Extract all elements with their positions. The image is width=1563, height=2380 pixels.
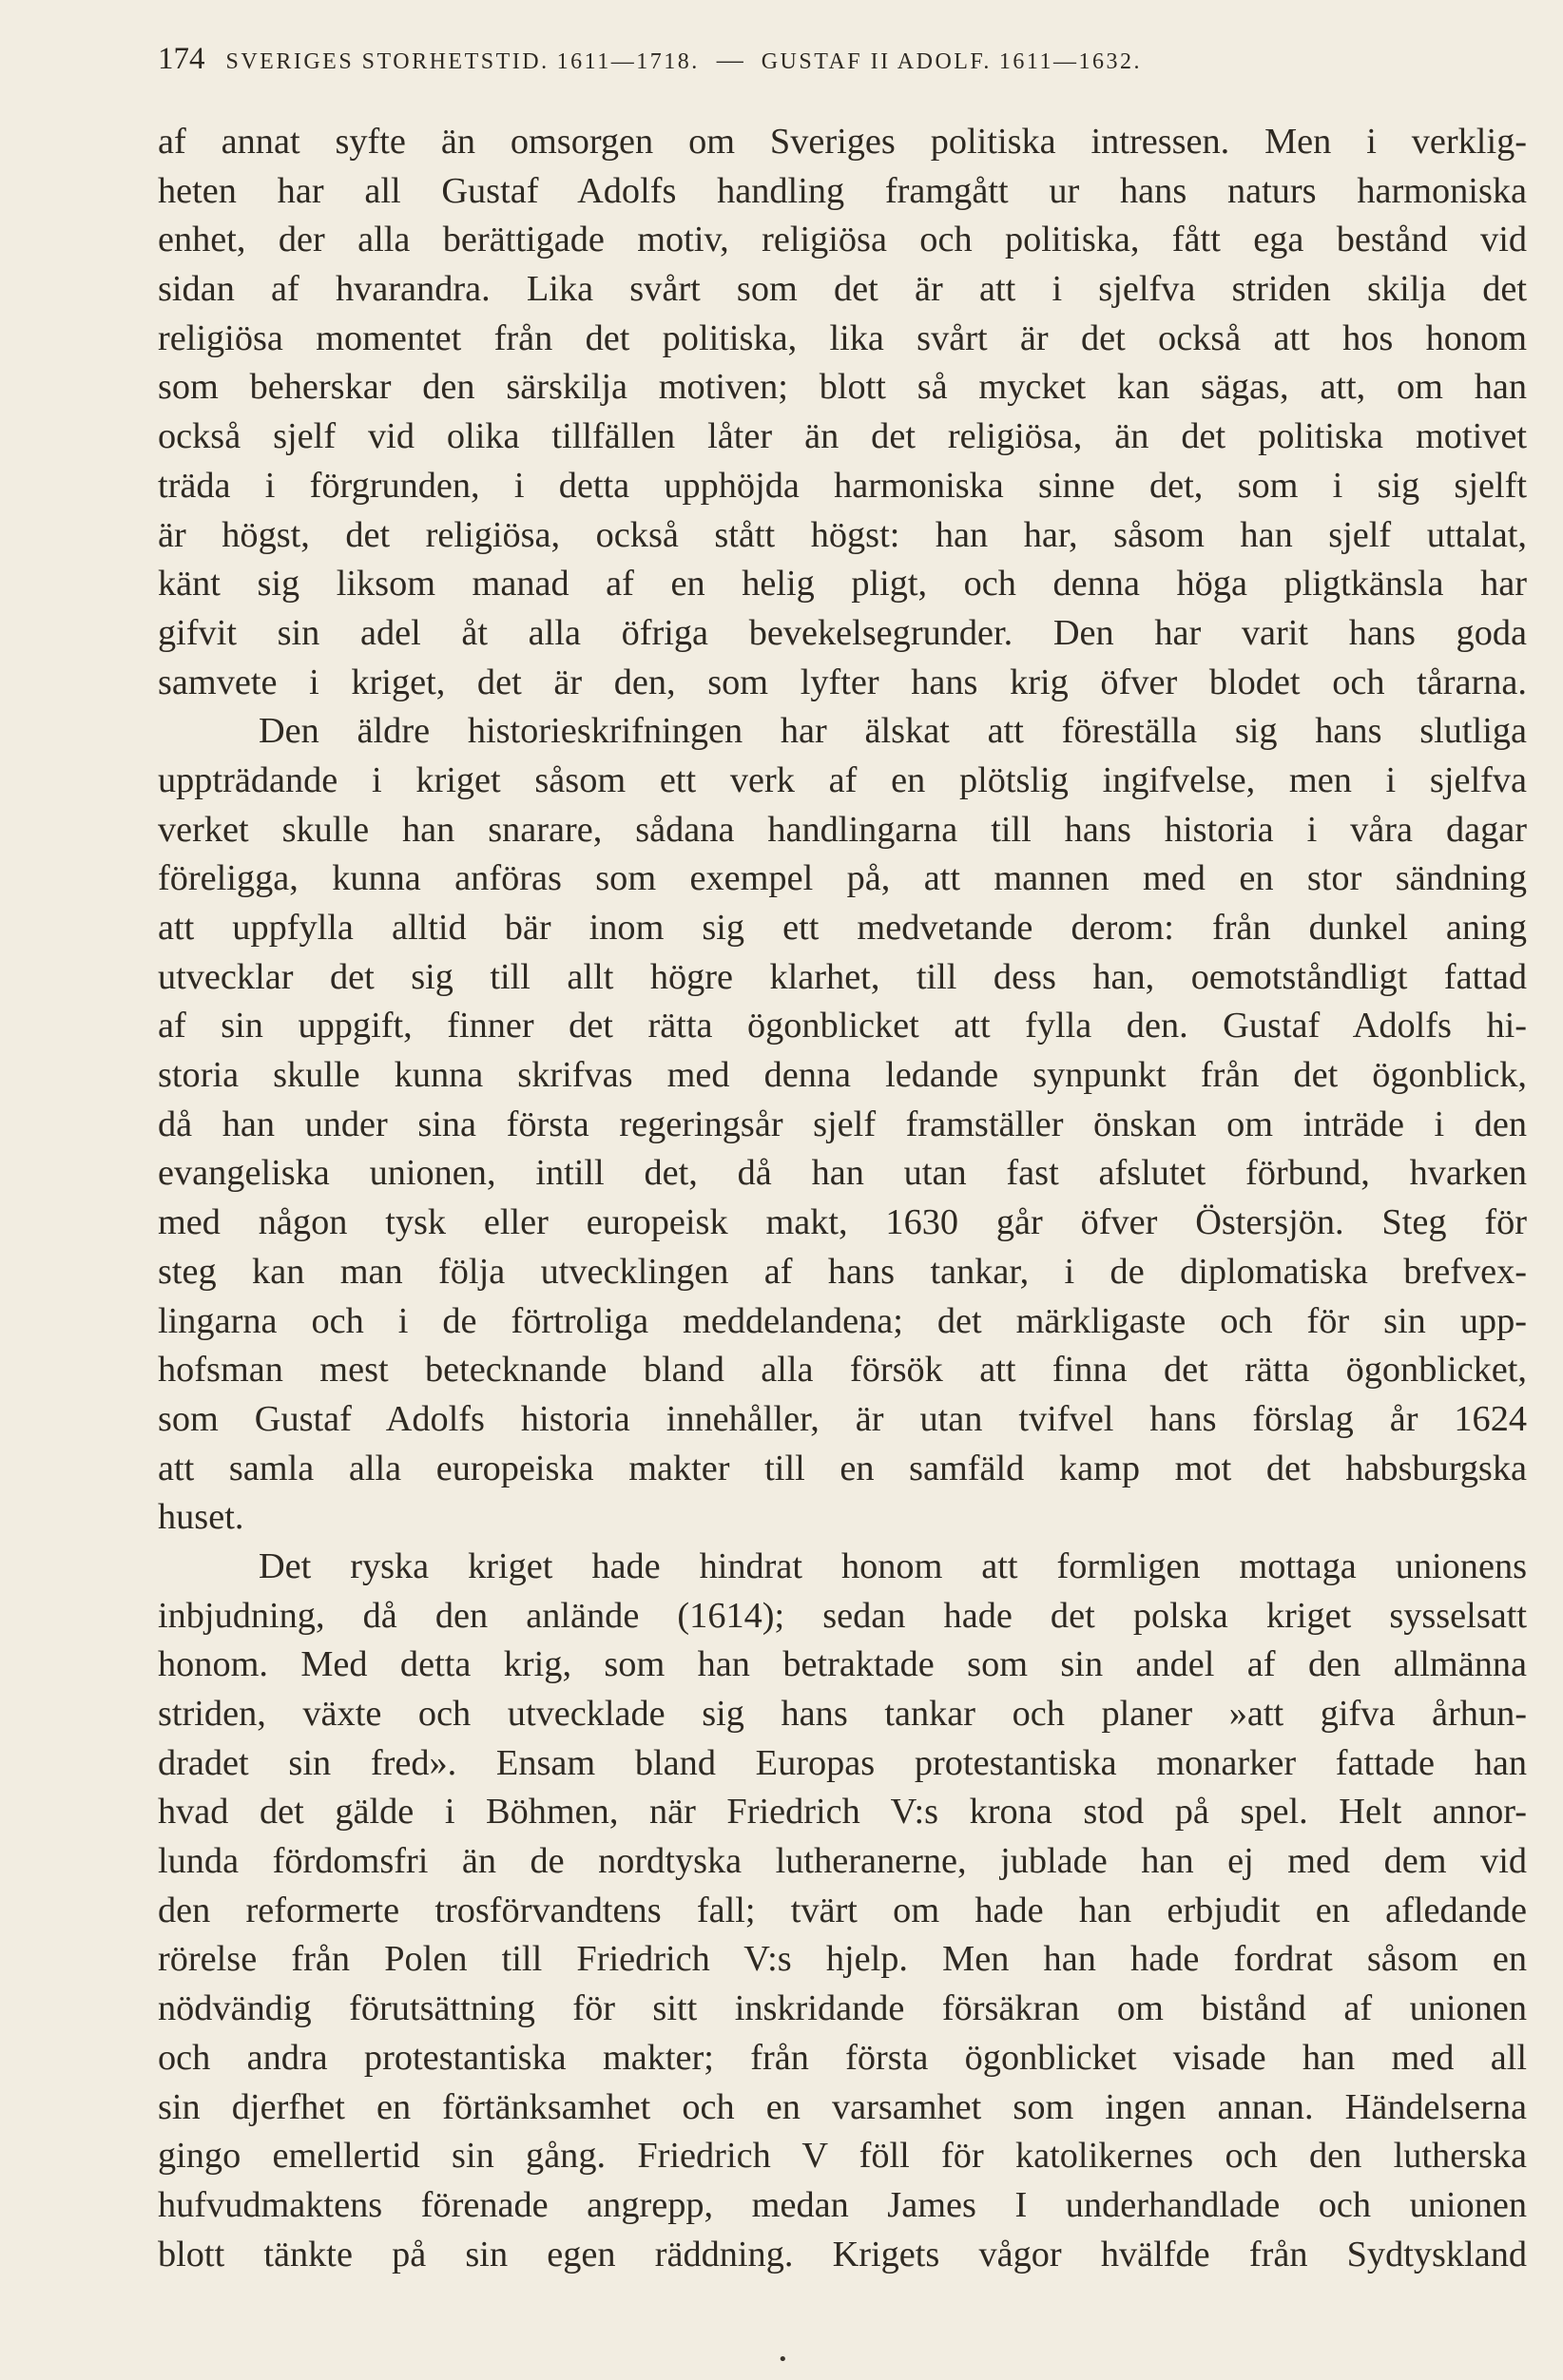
text-line: då han under sina första regeringsår sjelf framställer önskan om inträde i den [158, 1104, 1527, 1144]
text-line: storia skulle kunna skrifvas med denna ledande synpunkt från det ögonblick, [158, 1055, 1527, 1096]
text-line: sin djerfhet en förtänksamhet och en varsamhet som ingen annan. Händelserna [158, 2086, 1527, 2127]
text-line: att samla alla europeiska makter till en samfäld kamp mot det habsburgska [158, 1448, 1527, 1488]
text-line: evangeliska unionen, intill det, då han utan fast afslutet förbund, hvarken [158, 1153, 1527, 1194]
text-line: inbjudning, då den anlände (1614); sedan hade det polska kriget sysselsatt [158, 1595, 1527, 1636]
paragraph-start-line: Den äldre historieskrifningen har älskat att föreställa sig hans slutliga [259, 711, 1527, 752]
text-line: hofsman mest betecknande bland alla försök att finna det rätta ögonblicket, [158, 1350, 1527, 1391]
text-line: hufvudmaktens förenade angrepp, medan James I underhandlade och unionen [158, 2184, 1527, 2225]
text-line: verket skulle han snarare, sådana handlingarna till hans historia i våra dagar [158, 809, 1527, 850]
chapter-years: 1611—1632. [998, 49, 1142, 74]
text-line: steg kan man följa utvecklingen af hans tankar, i de diplomatiska brefvex- [158, 1251, 1527, 1292]
text-line: honom. Med detta krig, som han betraktade som sin andel af den allmänna [158, 1644, 1527, 1685]
text-line: samvete i kriget, det är den, som lyfter hans krig öfver blodet och tårarna. [158, 662, 1527, 702]
text-line: som beherskar den särskilja motiven; blott så mycket kan sägas, att, om han [158, 367, 1527, 408]
text-line: också sjelf vid olika tillfällen låter än det religiösa, än det politiska motivet [158, 416, 1527, 457]
paragraph-start-line: Det ryska kriget hade hindrat honom att formligen mottaga unionens [259, 1545, 1527, 1586]
book-title: SVERIGES STORHETSTID. [225, 49, 550, 74]
book-years: 1611—1718. [556, 49, 700, 74]
text-line: dradet sin fred». Ensam bland Europas protestantiska monarker fattade han [158, 1742, 1527, 1783]
page-number: 174 [158, 42, 205, 76]
text-line: är högst, det religiösa, också stått högst: han har, såsom han sjelf uttalat, [158, 514, 1527, 555]
text-line: striden, växte och utvecklade sig hans tankar och planer »att gifva århun- [158, 1694, 1527, 1734]
text-line: den reformerte trosförvandtens fall; tvärt om hade han erbjudit en afledande [158, 1890, 1527, 1930]
text-line: att uppfylla alltid bär inom sig ett medvetande derom: från dunkel aning [158, 908, 1527, 948]
text-line: gingo emellertid sin gång. Friedrich V föll för katolikernes och den lutherska [158, 2136, 1527, 2177]
footer-mark: • [778, 2350, 788, 2370]
body-text [158, 118, 1527, 2279]
text-line: känt sig liksom manad af en helig pligt, och denna höga pligtkänsla har [158, 564, 1527, 605]
text-line: med någon tysk eller europeisk makt, 1630 går öfver Östersjön. Steg för [158, 1202, 1527, 1243]
text-line: af annat syfte än omsorgen om Sveriges politiska intressen. Men i verklig- [158, 122, 1527, 162]
text-line: och andra protestantiska makter; från första ögonblicket visade han med all [158, 2037, 1527, 2078]
text-line: blott tänkte på sin egen räddning. Krigets vågor hvälfde från Sydtyskland [158, 2234, 1527, 2274]
text-line: lingarna och i de förtroliga meddelandena; det märkligaste och för sin upp- [158, 1300, 1527, 1341]
text-line: rörelse från Polen till Friedrich V:s hjelp. Men han hade fordrat såsom en [158, 1939, 1527, 1980]
text-line: enhet, der alla berättigade motiv, religiösa och politiska, fått ega bestånd vid [158, 220, 1527, 260]
running-head [158, 42, 1489, 77]
text-line: religiösa momentet från det politiska, lika svårt är det också att hos honom [158, 317, 1527, 358]
text-line: hvad det gälde i Böhmen, när Friedrich V:s krona stod på spel. Helt annor- [158, 1792, 1527, 1833]
header-separator: — [716, 46, 744, 75]
text-line: sidan af hvarandra. Lika svårt som det är att i sjelfva striden skilja det [158, 269, 1527, 310]
text-line: lunda fördomsfri än de nordtyska lutheranerne, jublade han ej med dem vid [158, 1841, 1527, 1882]
text-line: föreligga, kunna anföras som exempel på, att mannen med en stor sändning [158, 858, 1527, 899]
text-line: utvecklar det sig till allt högre klarhet, till dess han, oemotståndligt fattad [158, 956, 1527, 997]
text-line: nödvändig förutsättning för sitt inskridande försäkran om bistånd af unionen [158, 1988, 1527, 2029]
text-line: uppträdande i kriget såsom ett verk af en plötslig ingifvelse, men i sjelfva [158, 759, 1527, 800]
text-line: som Gustaf Adolfs historia innehåller, är utan tvifvel hans förslag år 1624 [158, 1398, 1527, 1439]
text-line: af sin uppgift, finner det rätta ögonblicket att fylla den. Gustaf Adolfs hi- [158, 1006, 1527, 1046]
text-line: gifvit sin adel åt alla öfriga bevekelsegrunder. Den har varit hans goda [158, 612, 1527, 653]
text-line: träda i förgrunden, i detta upphöjda harmoniska sinne det, som i sig sjelft [158, 465, 1527, 506]
chapter-subject: GUSTAF II ADOLF. [761, 49, 992, 74]
paragraph-end-line: huset. [158, 1497, 244, 1538]
text-line: heten har all Gustaf Adolfs handling framgått ur hans naturs harmoniska [158, 170, 1527, 211]
